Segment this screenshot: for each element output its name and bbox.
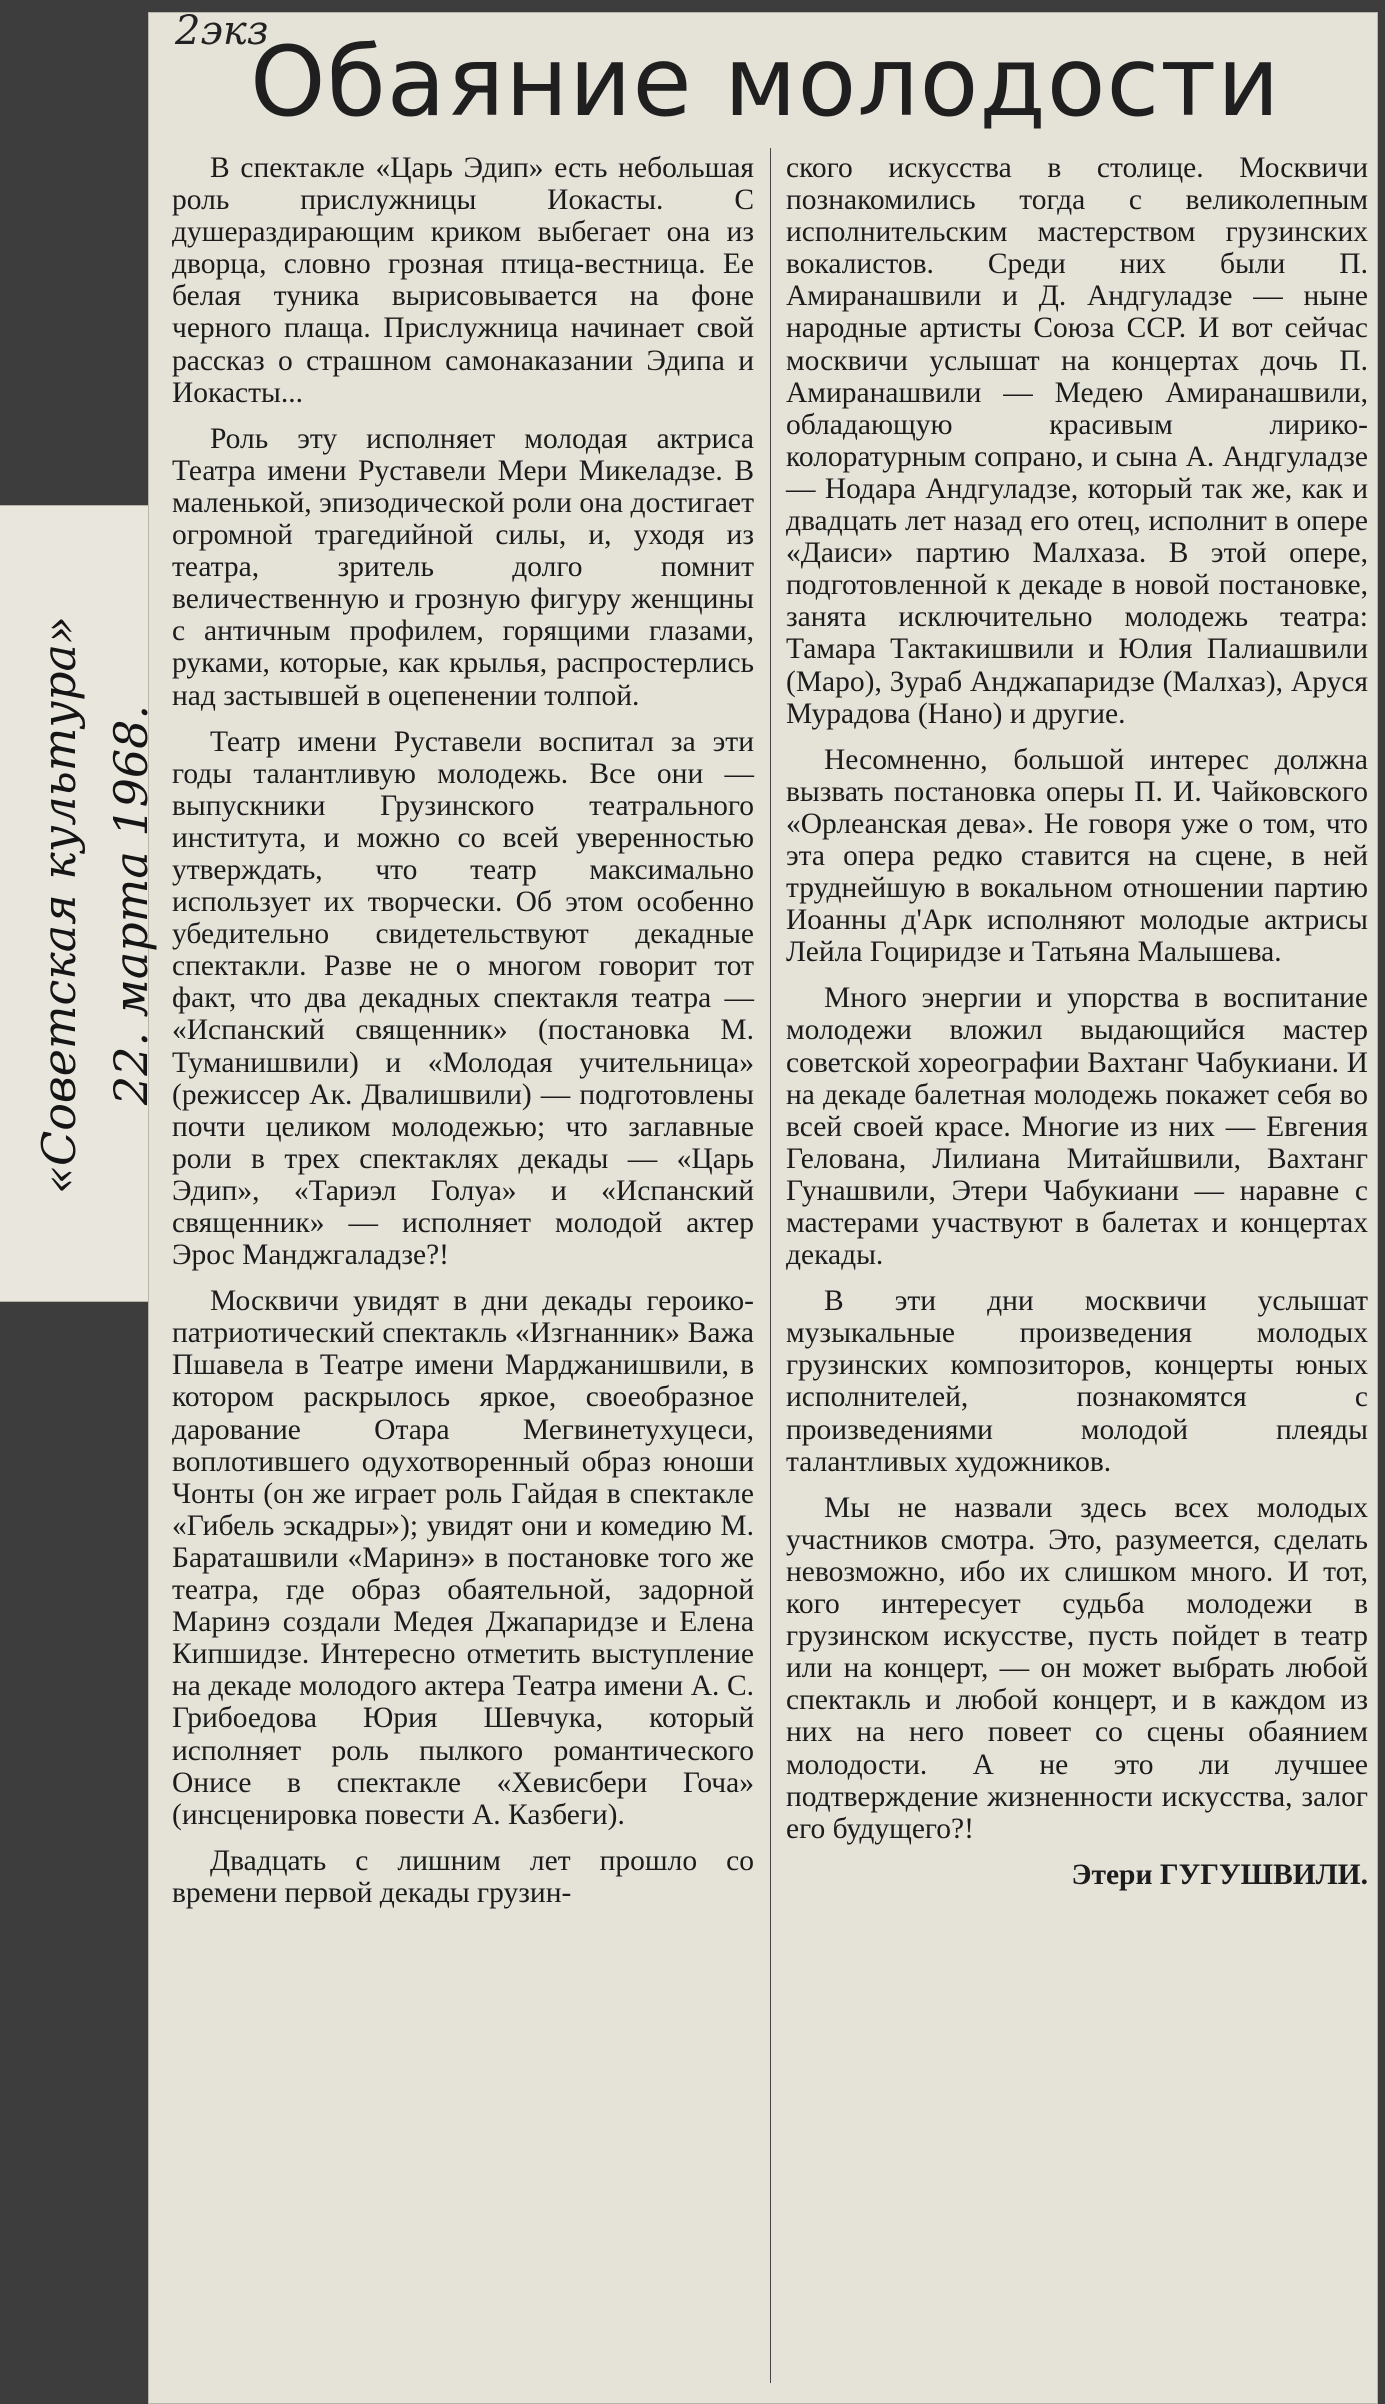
paragraph: Роль эту исполняет молодая актриса Театра имени Руставели Мери Микеладзе. В маленькой, эпизодической роли она достигает огромной трагедийной силы, и, уходя из театра, зритель долго помнит величественную и грозную фигуру женщины с античным профилем, горящими глазами, руками, которые, как крылья, распростерлись над застывшей в оцепенении толпой. (172, 422, 754, 712)
author-signature: Этери ГУГУШВИЛИ. (1071, 1858, 1368, 1891)
paragraph: Несомненно, большой интерес должна вызвать постановка оперы П. И. Чайковского «Орлеанская дева». Не говоря уже о том, что эта опера редко ставится на сцене, в ней труднейшую в вокальном отношении партию Иоанны д'Арк исполняют молодые актрисы Лейла Гоциридзе и Татьяна Малышева. (786, 743, 1368, 969)
handwritten-source-note (23, 525, 167, 1285)
paragraph: Театр имени Руставели воспитал за эти годы талантливую молодежь. Все они — выпускники Грузинского театрального института, и можно со всей уверенностью утверждать, что театр максимально использует их творчески. Об этом особенно убедительно свидетельствуют декадные спектакли. Разве не о многом говорит тот факт, что два декадных спектакля театра — «Испанский священник» (постановка М. Туманишвили) и «Молодая учительница» (режиссер Ак. Двалишвили) — подготовлены почти целиком молодежью; что заглавные роли в трех спектаклях декады — «Царь Эдип», «Тариэл Голуа» и «Испанский священник» — исполняет молодой актер Эрос Манджгаладзе?! (172, 725, 754, 1272)
paragraph: Мы не назвали здесь всех молодых участников смотра. Это, разумеется, сделать невозможно, ибо их слишком много. И тот, кого интересует судьба молодежи в грузинском искусстве, пусть пойдет в театр или на концерт, — он может выбрать любой спектакль и любой концерт, и в каждом из них на него повеет со сцены обаянием молодости. А не это ли лучшее подтверждение жизненности искусства, залог его будущего?! (786, 1491, 1368, 1845)
paragraph: Двадцать с лишним лет прошло со времени первой декады грузин- (172, 1844, 754, 1909)
column-divider (770, 148, 771, 2383)
article-headline: Обаяние молодости (250, 26, 1281, 138)
article-column-right (786, 152, 1368, 1891)
paragraph: ского искусства в столице. Москвичи познакомились тогда с великолепным исполнительским мастерством грузинских вокалистов. Среди них были П. Амиранашвили и Д. Андгуладзе — ныне народные артисты Союза ССР. И вот сейчас москвичи услышат на концертах дочь П. Амиранашвили — Медею Амиранашвили, обладающую красивым лирико-колоратурным сопрано, и сына А. Андгуладзе — Нодара Андгуладзе, который так же, как и двадцать лет назад его отец, исполнит в опере «Даиси» партию Малхаза. В этой опере, подготовленной к декаде в новой постановке, занята исключительно молодежь театра: Тамара Тактакишвили и Юлия Палиашвили (Маро), Зураб Анджапаридзе (Малхаз), Аруся Мурадова (Нано) и другие. (786, 152, 1368, 730)
paragraph: В эти дни москвичи услышат музыкальные произведения молодых грузинских композиторов, концерты юных исполнителей, познакомятся с произведениями молодой плеяды талантливых художников. (786, 1285, 1368, 1478)
source-note-line-2: 22. марта 1968. (104, 704, 158, 1106)
paragraph: Москвичи увидят в дни декады героико-патриотический спектакль «Изгнанник» Важа Пшавела в Театре имени Марджанишвили, в котором раскрылось яркое, своеобразное дарование Отара Мегвинетухуцеси, воплотившего одухотворенный образ юноши Чонты (он же играет роль Гайдая в спектакле «Гибель эскадры»); увидят они и комедию М. Бараташвили «Маринэ» в постановке того же театра, где образ обаятельной, задорной Маринэ создали Медея Джапаридзе и Елена Кипшидзе. Интересно отметить выступление на декаде молодого актера Театра имени А. С. Грибоедова Юрия Шевчука, который исполняет роль пылкого романтического Онисе в спектакле «Хевисбери Гоча» (инсценировка повести А. Казбеги). (172, 1285, 754, 1831)
paragraph: Много энергии и упорства в воспитание молодежи вложил выдающийся мастер советской хореографии Вахтанг Чабукиани. И на декаде балетная молодежь покажет себя во всей своей красе. Многие из них — Евгения Гелована, Лилиана Митайшвили, Вахтанг Гунашвили, Этери Чабукиани — наравне с мастерами участвуют в балетах и концертах декады. (786, 982, 1368, 1272)
handwritten-copies-note: 2экз (175, 8, 269, 54)
source-note-line-1: «Советская культура» (32, 615, 86, 1195)
article-column-left (172, 152, 754, 1923)
paragraph: В спектакле «Царь Эдип» есть небольшая роль прислужницы Иокасты. С душераздирающим криком выбегает она из дворца, словно грозная птица-вестница. Ее белая туника вырисовывается на фоне черного плаща. Прислужница начинает свой рассказ о страшном самонаказании Эдипа и Иокасты... (172, 152, 754, 409)
